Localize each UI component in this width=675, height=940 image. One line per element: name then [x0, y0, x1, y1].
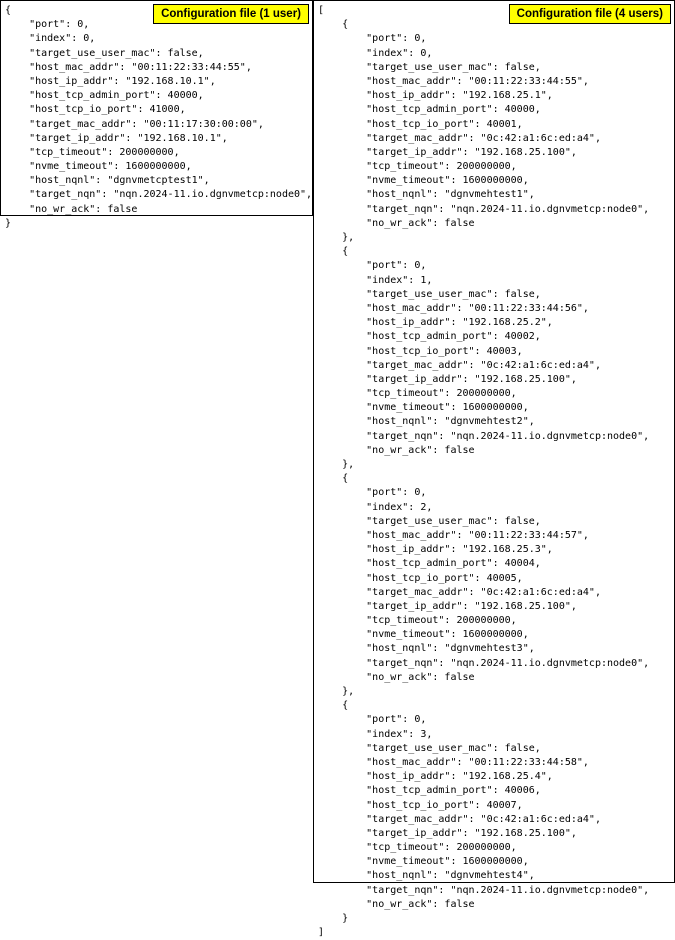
code-line: "host_mac_addr": "00:11:22:33:44:55", [5, 61, 252, 73]
code-line: "target_nqn": "nqn.2024-11.io.dgnvmetcp:node0", [318, 884, 650, 896]
code-line: "target_ip_addr": "192.168.25.100", [318, 373, 577, 385]
code-line: "host_mac_addr": "00:11:22:33:44:58", [318, 756, 589, 768]
config-title-four-users: Configuration file (4 users) [509, 4, 671, 24]
code-line: "no_wr_ack": false [318, 217, 475, 229]
code-line: { [318, 246, 349, 258]
code-line: { [318, 473, 349, 485]
code-line: "port": 0, [5, 19, 90, 31]
code-line: "target_use_user_mac": false, [318, 288, 541, 300]
code-line: } [318, 913, 349, 924]
code-line: "host_tcp_io_port": 40005, [318, 572, 523, 584]
code-line: "index": 1, [318, 274, 433, 286]
code-line: "target_nqn": "nqn.2024-11.io.dgnvmetcp:node0", [318, 430, 650, 442]
code-line: "target_mac_addr": "00:11:17:30:00:00", [5, 118, 264, 130]
code-line: { [318, 700, 349, 712]
code-line: "host_nqnl": "dgnvmehtest1", [318, 189, 535, 201]
code-line: "host_ip_addr": "192.168.25.3", [318, 544, 553, 556]
code-line: "target_mac_addr": "0c:42:a1:6c:ed:a4", [318, 359, 601, 371]
code-line: "no_wr_ack": false [318, 444, 475, 456]
code-line: ] [318, 927, 325, 939]
code-line: { [318, 19, 349, 31]
code-line: "host_nqnl": "dgnvmehtest4", [318, 870, 535, 882]
code-line: "port": 0, [318, 714, 427, 726]
code-line: "tcp_timeout": 200000000, [318, 615, 517, 627]
code-line: "target_mac_addr": "0c:42:a1:6c:ed:a4", [318, 132, 601, 144]
code-line: "host_tcp_io_port": 40007, [318, 799, 523, 811]
code-line: [ [318, 5, 325, 16]
code-line: "port": 0, [318, 260, 427, 272]
code-line: "target_nqn": "nqn.2024-11.io.dgnvmetcp:node0", [318, 657, 650, 669]
code-line: "nvme_timeout": 1600000000, [318, 856, 529, 868]
code-line: "host_tcp_io_port": 40003, [318, 345, 523, 357]
code-line: "host_ip_addr": "192.168.10.1", [5, 75, 216, 87]
code-line: "tcp_timeout": 200000000, [318, 842, 517, 854]
code-line: "host_mac_addr": "00:11:22:33:44:55", [318, 75, 589, 87]
code-line: "nvme_timeout": 1600000000, [318, 402, 529, 414]
code-line: "host_ip_addr": "192.168.25.2", [318, 317, 553, 329]
code-line: "index": 3, [318, 728, 433, 740]
json-code-block-four-users [318, 4, 649, 940]
code-line: "tcp_timeout": 200000000, [318, 161, 517, 173]
code-line: "host_mac_addr": "00:11:22:33:44:57", [318, 529, 589, 541]
code-line: "target_use_user_mac": false, [5, 47, 204, 59]
code-line: "target_ip_addr": "192.168.25.100", [318, 146, 577, 158]
code-line: "target_use_user_mac": false, [318, 515, 541, 527]
code-line: "no_wr_ack": false [5, 203, 138, 215]
code-line: "nvme_timeout": 1600000000, [318, 629, 529, 641]
code-line: "target_use_user_mac": false, [318, 61, 541, 73]
code-line: "index": 0, [5, 33, 96, 45]
code-line: "no_wr_ack": false [318, 898, 475, 910]
code-line: } [5, 217, 12, 229]
code-line: "nvme_timeout": 1600000000, [5, 161, 192, 173]
code-line: "nvme_timeout": 1600000000, [318, 175, 529, 187]
code-line: "host_ip_addr": "192.168.25.1", [318, 90, 553, 102]
code-line: "port": 0, [318, 33, 427, 45]
json-code-block-single-user [5, 4, 312, 231]
code-line: "host_tcp_admin_port": 40004, [318, 558, 541, 570]
config-title-single-user: Configuration file (1 user) [153, 4, 309, 24]
code-line: }, [318, 232, 355, 243]
code-line: "target_mac_addr": "0c:42:a1:6c:ed:a4", [318, 586, 601, 598]
code-line: "target_use_user_mac": false, [318, 742, 541, 754]
code-line: "host_tcp_admin_port": 40000, [318, 104, 541, 116]
code-line: "host_tcp_admin_port": 40002, [318, 331, 541, 343]
code-line: "host_tcp_admin_port": 40006, [318, 785, 541, 797]
code-line: "host_nqnl": "dgnvmehtest3", [318, 643, 535, 655]
code-line: "host_tcp_io_port": 40001, [318, 118, 523, 130]
code-line: "index": 2, [318, 501, 433, 513]
code-line: "target_ip_addr": "192.168.10.1", [5, 132, 228, 144]
code-line: "target_nqn": "nqn.2024-11.io.dgnvmetcp:node0", [5, 189, 313, 201]
code-line: { [5, 5, 12, 16]
code-line: "host_ip_addr": "192.168.25.4", [318, 771, 553, 783]
code-line: "host_nqnl": "dgnvmehtest2", [318, 416, 535, 428]
code-line: "host_nqnl": "dgnvmetcptest1", [5, 175, 210, 187]
code-line: "target_ip_addr": "192.168.25.100", [318, 600, 577, 612]
code-line: "tcp_timeout": 200000000, [318, 388, 517, 400]
config-panel-four-users [313, 0, 675, 939]
code-line: "no_wr_ack": false [318, 671, 475, 683]
code-line: "host_tcp_io_port": 41000, [5, 104, 186, 116]
code-line: "index": 0, [318, 47, 433, 59]
code-line: "host_mac_addr": "00:11:22:33:44:56", [318, 302, 589, 314]
code-line: "host_tcp_admin_port": 40000, [5, 90, 204, 102]
code-line: "tcp_timeout": 200000000, [5, 146, 180, 158]
code-line: "target_ip_addr": "192.168.25.100", [318, 827, 577, 839]
code-line: "target_nqn": "nqn.2024-11.io.dgnvmetcp:node0", [318, 203, 650, 215]
code-line: }, [318, 686, 355, 697]
code-line: "port": 0, [318, 487, 427, 499]
config-panel-single-user [0, 0, 313, 229]
code-line: "target_mac_addr": "0c:42:a1:6c:ed:a4", [318, 813, 601, 825]
code-line: }, [318, 459, 355, 470]
